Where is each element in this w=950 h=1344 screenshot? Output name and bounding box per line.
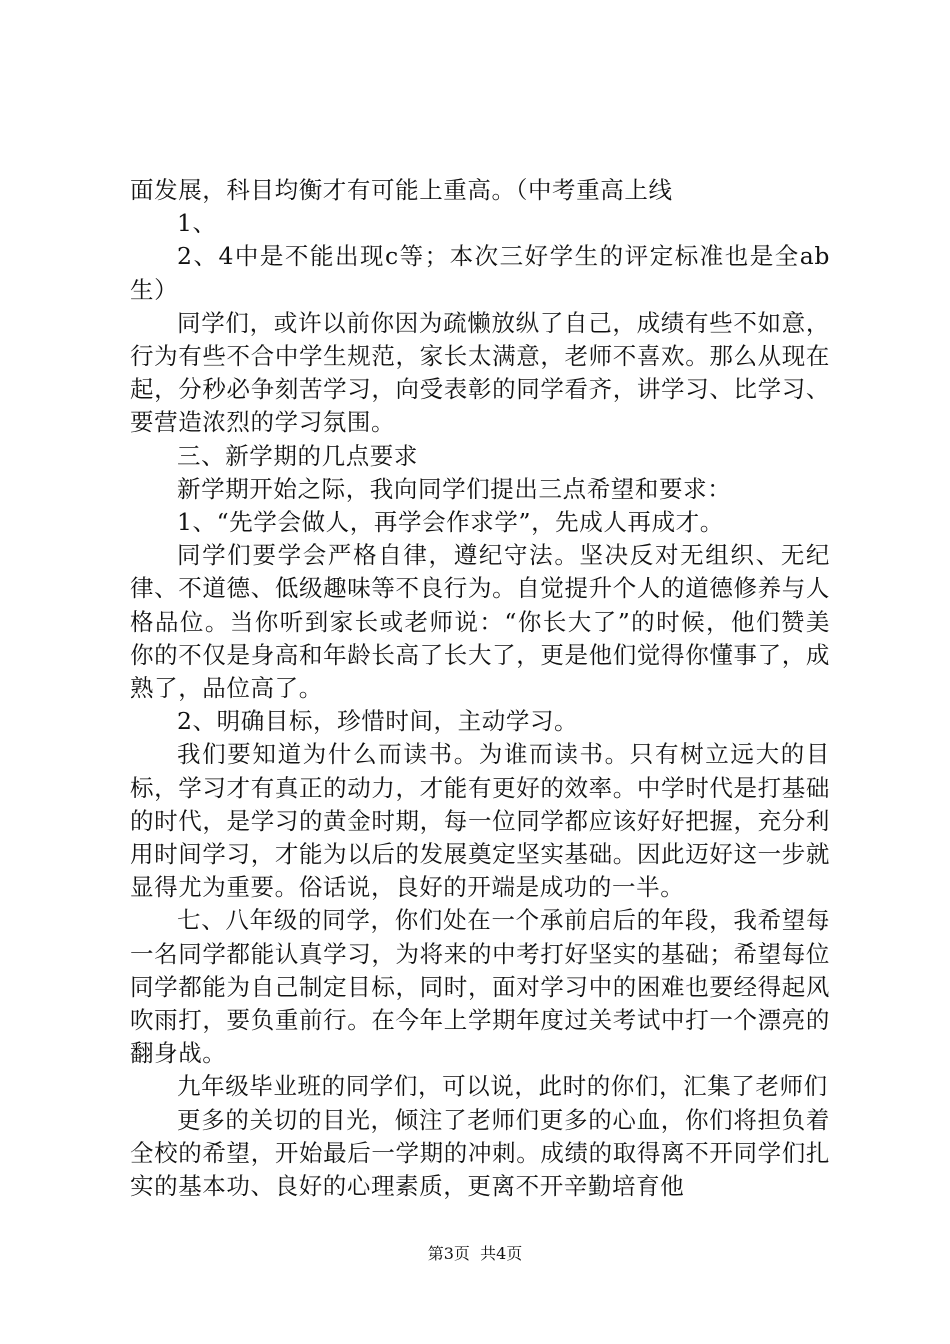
paragraph: 2、4中是不能出现c等；本次三好学生的评定标准也是全ab生）	[130, 242, 830, 304]
page-footer	[0, 1243, 950, 1265]
list-item: 1、“先学会做人，再学会作求学”，先成人再成才。	[177, 508, 724, 537]
page-total: 共4页	[480, 1244, 523, 1263]
list-item: 2、明确目标，珍惜时间，主动学习。	[177, 707, 579, 736]
paragraph: 1、	[177, 209, 217, 238]
section-heading: 三、新学期的几点要求	[177, 441, 418, 470]
document-body	[130, 174, 830, 1203]
paragraph: 我们要知道为什么而读书。为谁而读书。只有树立远大的目标，学习才有真正的动力，才能有更好的效率。中学时代是打基础的时代，是学习的黄金时期，每一位同学都应该好好把握，充分利用时间学习，才能为以后的发展奠定坚实基础。因此迈好这一步就显得尤为重要。俗话说，良好的开端是成功的一半。	[130, 740, 830, 902]
paragraph: 同学们要学会严格自律，遵纪守法。坚决反对无组织、无纪律、不道德、低级趣味等不良行为。自觉提升个人的道德修养与人格品位。当你听到家长或老师说：“你长大了”的时候，他们赞美你的不仅是身高和年龄长高了长大了，更是他们觉得你懂事了，成熟了，品位高了。	[130, 541, 830, 703]
paragraph: 九年级毕业班的同学们，可以说，此时的你们，汇集了老师们	[177, 1072, 828, 1101]
paragraph: 七、八年级的同学，你们处在一个承前启后的年段，我希望每一名同学都能认真学习，为将来的中考打好坚实的基础；希望每位同学都能为自己制定目标，同时，面对学习中的困难也要经得起风吹雨打，要负重前行。在今年上学期年度过关考试中打一个漂亮的翻身战。	[130, 906, 830, 1068]
paragraph: 面发展，科目均衡才有可能上重高。（中考重高上线	[130, 176, 673, 204]
paragraph: 新学期开始之际，我向同学们提出三点希望和要求：	[177, 474, 732, 503]
paragraph: 同学们，或许以前你因为疏懒放纵了自己，成绩有些不如意，行为有些不合中学生规范，家长太满意，老师不喜欢。那么从现在起，分秒必争刻苦学习，向受表彰的同学看齐，讲学习、比学习、要营造浓烈的学习氛围。	[130, 308, 830, 437]
page-number: 第3页	[427, 1244, 470, 1263]
paragraph: 更多的关切的目光，倾注了老师们更多的心血，你们将担负着全校的希望，开始最后一学期的冲刺。成绩的取得离不开同学们扎实的基本功、良好的心理素质，更离不开辛勤培育他	[130, 1105, 830, 1201]
